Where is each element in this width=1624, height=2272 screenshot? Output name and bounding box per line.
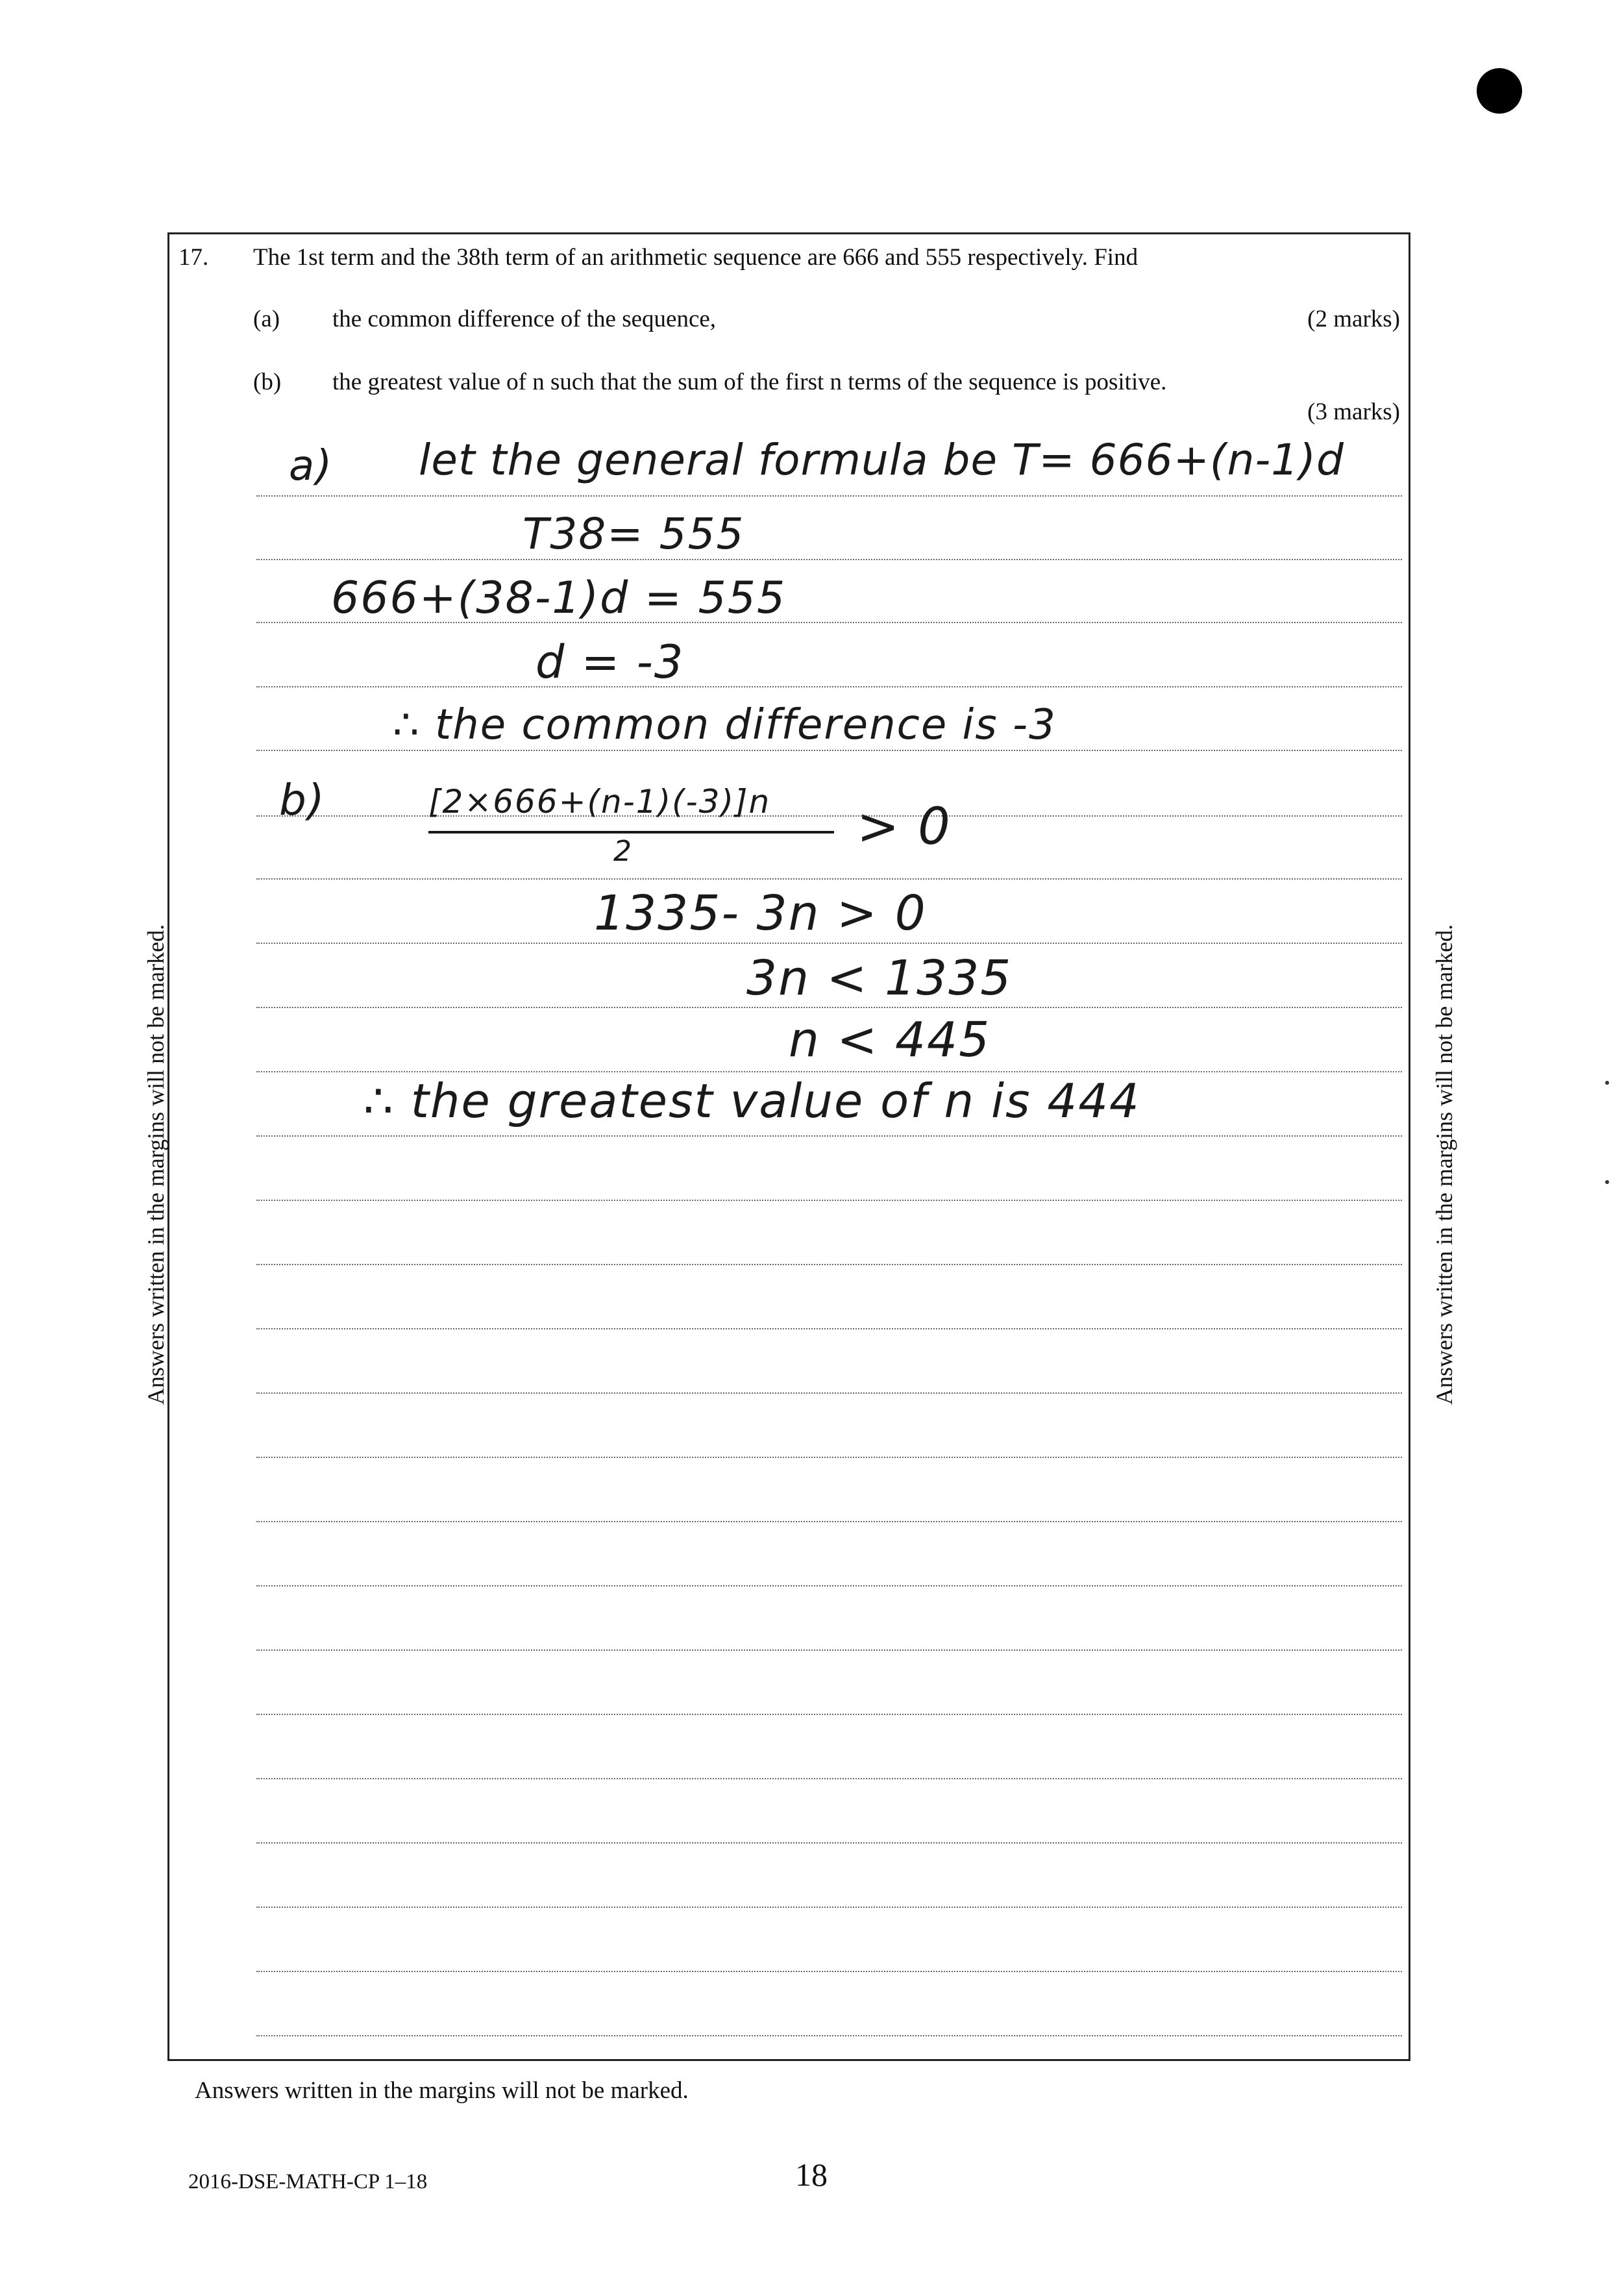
question-stem: The 1st term and the 38th term of an arithmetic sequence are 666 and 555 respectively. Find	[253, 244, 1138, 271]
scan-speck	[1605, 1180, 1609, 1184]
handwriting-line: a)	[289, 442, 334, 490]
handwriting-line: d = -3	[535, 636, 685, 689]
answer-line	[256, 1907, 1402, 1908]
margin-notice-bottom: Answers written in the margins will not be marked.	[195, 2077, 689, 2104]
fraction-bar	[428, 831, 834, 833]
margin-notice-left: Answers written in the margins will not be marked.	[143, 924, 169, 1405]
part-a-marks: (2 marks)	[1307, 306, 1400, 332]
handwriting-line: ∴ the common difference is -3	[393, 701, 1057, 749]
answer-line	[256, 1971, 1402, 1972]
answer-line	[256, 686, 1402, 687]
answer-line	[256, 1071, 1402, 1072]
answer-line	[256, 1778, 1402, 1779]
handwriting-line: 3n < 1335	[746, 950, 1013, 1006]
answer-box	[167, 232, 1410, 2061]
handwriting-line: 666+(38-1)d = 555	[331, 573, 787, 624]
answer-line	[256, 495, 1402, 497]
part-b-text: the greatest value of n such that the sum of the first n terms of the sequence is positive.	[332, 369, 1167, 395]
handwriting-line: 1335- 3n > 0	[594, 885, 927, 941]
registration-dot	[1477, 68, 1522, 114]
answer-line	[256, 943, 1402, 944]
answer-line	[256, 1328, 1402, 1329]
part-b-label: (b)	[253, 369, 282, 395]
question-number: 17.	[178, 244, 209, 271]
fraction-numerator: [2×666+(n-1)(-3)]n	[428, 783, 771, 821]
answer-line	[256, 1200, 1402, 1201]
answer-line	[256, 1392, 1402, 1394]
answer-line	[256, 1521, 1402, 1522]
page-number: 18	[795, 2156, 828, 2193]
answer-line	[256, 1842, 1402, 1844]
answer-line	[256, 1649, 1402, 1651]
part-b-marks: (3 marks)	[1307, 399, 1400, 425]
answer-line	[256, 750, 1402, 751]
handwriting-line: ∴ the greatest value of n is 444	[363, 1074, 1140, 1128]
margin-notice-right: Answers written in the margins will not be marked.	[1431, 924, 1457, 1405]
inequality-greater-than-zero: > 0	[857, 798, 952, 856]
answer-line	[256, 1585, 1402, 1587]
handwriting-line: let the general formula be T= 666+(n-1)d	[419, 435, 1344, 485]
fraction-denominator: 2	[613, 835, 633, 868]
part-a-text: the common difference of the sequence,	[332, 306, 717, 332]
answer-line	[256, 878, 1402, 880]
answer-line	[256, 1714, 1402, 1715]
answer-line	[256, 1135, 1402, 1137]
handwriting-line: T38= 555	[523, 509, 745, 559]
scan-speck	[1605, 1081, 1609, 1085]
handwriting-line: b)	[279, 775, 326, 825]
answer-line	[256, 1457, 1402, 1458]
answer-line	[256, 2035, 1402, 2036]
answer-line	[256, 1007, 1402, 1008]
answer-line	[256, 559, 1402, 560]
handwriting-line: n < 445	[789, 1012, 991, 1068]
footer-code: 2016-DSE-MATH-CP 1–18	[188, 2170, 428, 2193]
answer-line	[256, 1264, 1402, 1265]
part-a-label: (a)	[253, 306, 280, 332]
